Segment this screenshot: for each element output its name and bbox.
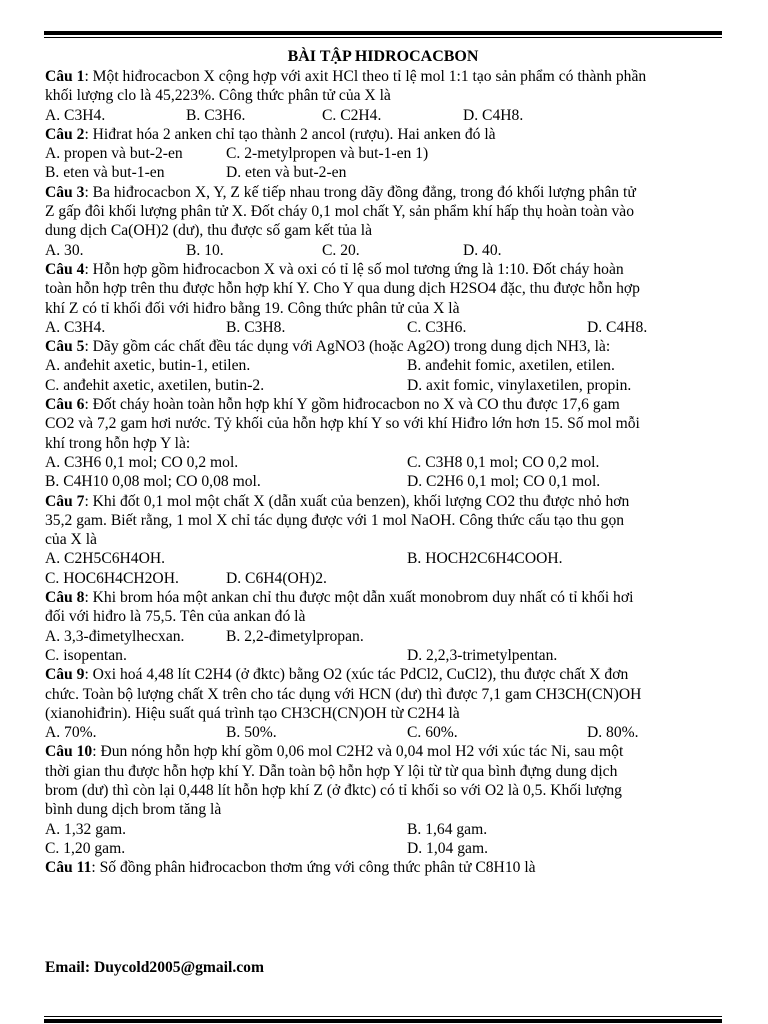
option-d: D. axit fomic, vinylaxetilen, propin. [407, 376, 632, 394]
option-a: A. C2H5C6H4OH. [45, 550, 165, 568]
option-b: B. C3H6. [186, 106, 246, 124]
question-7-options-row-2 [45, 569, 725, 588]
question-label: Câu 1 [45, 68, 85, 85]
option-b: B. eten và but-1-en [45, 164, 165, 182]
question-3-line-3: dung dịch Ca(OH)2 (dư), thu được số gam kết tủa là [45, 222, 372, 240]
option-a: A. 3,3-đimetylhecxan. [45, 627, 185, 645]
question-9-options [45, 723, 725, 742]
question-5-line-1: Câu 5: Dãy gồm các chất đều tác dụng với AgNO3 (hoặc Ag2O) trong dung dịch NH3, là: [45, 338, 611, 356]
question-7-line-3: của X là [45, 531, 97, 549]
question-8-line-1: Câu 8: Khi brom hóa một ankan chỉ thu được một dẫn xuất monobrom duy nhất có tỉ khối hơi [45, 589, 634, 607]
question-6-options-row-2 [45, 472, 725, 491]
option-d: D. 80%. [587, 724, 639, 742]
option-d: D. C6H4(OH)2. [226, 569, 327, 587]
question-1-line-2: khối lượng clo là 45,223%. Công thức phân tử của X là [45, 87, 391, 105]
question-2-options-row-2 [45, 163, 725, 182]
option-a: A. 30. [45, 241, 84, 259]
option-d: D. C2H6 0,1 mol; CO 0,1 mol. [407, 473, 601, 491]
option-a: A. C3H4. [45, 106, 106, 124]
question-4-line-1: Câu 4: Hỗn hợp gồm hiđrocacbon X và oxi có tỉ lệ số mol tương ứng là 1:10. Đốt cháy hoàn [45, 260, 624, 278]
author-email: Email: Duycold2005@gmail.com [45, 959, 264, 976]
option-b: B. C4H10 0,08 mol; CO 0,08 mol. [45, 473, 261, 491]
question-2-line-1: Câu 2: Hiđrat hóa 2 anken chỉ tạo thành 2 ancol (rượu). Hai anken đó là [45, 125, 496, 143]
question-6-line-1: Câu 6: Đốt cháy hoàn toàn hỗn hợp khí Y gồm hiđrocacbon no X và CO thu được 17,6 gam [45, 396, 620, 414]
option-a: A. C3H6 0,1 mol; CO 0,2 mol. [45, 453, 239, 471]
question-10-options-row-1 [45, 820, 725, 839]
question-7-options-row-1 [45, 549, 725, 568]
option-b: B. 2,2-đimetylpropan. [226, 627, 364, 645]
option-a: A. 1,32 gam. [45, 820, 126, 838]
option-d: D. 40. [463, 241, 502, 259]
question-6-options-row-1 [45, 453, 725, 472]
option-b: B. 10. [186, 241, 224, 259]
option-a: A. propen và but-2-en [45, 145, 183, 163]
option-d: D. C4H8. [463, 106, 524, 124]
option-c: C. anđehit axetic, axetilen, butin-2. [45, 376, 265, 394]
option-a: A. C3H4. [45, 318, 106, 336]
question-4-line-2: toàn hỗn hợp trên thu được hỗn hợp khí Y. Cho Y qua dung dịch H2SO4 đặc, thu được hỗn hợp [45, 280, 640, 298]
option-b: B. 50%. [226, 724, 277, 742]
question-6-line-3: khí trong hỗn hợp Y là: [45, 434, 191, 452]
option-c: C. C3H6. [407, 318, 467, 336]
option-d: D. C4H8. [587, 318, 648, 336]
option-c: C. 60%. [407, 724, 458, 742]
option-a: A. 70%. [45, 724, 97, 742]
top-double-rule [44, 31, 722, 38]
bottom-double-rule [44, 1016, 722, 1023]
question-8-line-2: đối với hiđro là 75,5. Tên của ankan đó là [45, 608, 306, 626]
question-1-options [45, 106, 725, 125]
option-a: A. anđehit axetic, butin-1, etilen. [45, 357, 251, 375]
option-c: C. 2-metylpropen và but-1-en 1) [226, 145, 429, 163]
question-11-line-1: Câu 11: Số đồng phân hiđrocacbon thơm ứng với công thức phân tử C8H10 là [45, 859, 536, 877]
question-8-options-row-2 [45, 646, 725, 665]
question-9-line-1: Câu 9: Oxi hoá 4,48 lít C2H4 (ở đktc) bằng O2 (xúc tác PdCl2, CuCl2), thu được chất X đơn [45, 666, 629, 684]
question-10-line-1: Câu 10: Đun nóng hỗn hợp khí gồm 0,06 mol C2H2 và 0,04 mol H2 với xúc tác Ni, sau một [45, 743, 624, 761]
option-b: B. C3H8. [226, 318, 286, 336]
question-2-options-row-1 [45, 144, 725, 163]
option-b: B. HOCH2C6H4COOH. [407, 550, 563, 568]
question-3-line-2: Z gấp đôi khối lượng phân tử X. Đốt cháy 0,1 mol chất Y, sản phẩm khí hấp thụ hoàn toàn vào [45, 203, 635, 221]
option-d: D. 2,2,3-trimetylpentan. [407, 646, 558, 664]
question-10-line-2: thời gian thu được hỗn hợp khí Y. Dẫn toàn bộ hỗn hợp Y lội từ từ qua bình đựng dung dịch [45, 762, 618, 780]
page-title: BÀI TẬP HIDROCACBON [287, 48, 479, 65]
option-d: D. 1,04 gam. [407, 839, 488, 857]
option-c: C. C2H4. [322, 106, 382, 124]
question-5-options-row-2 [45, 376, 725, 395]
question-7-line-1: Câu 7: Khi đốt 0,1 mol một chất X (dẫn xuất của benzen), khối lượng CO2 thu được nhỏ hơn [45, 492, 630, 510]
option-c: C. isopentan. [45, 646, 127, 664]
option-c: C. 20. [322, 241, 360, 259]
question-3-options [45, 241, 725, 260]
option-b: B. 1,64 gam. [407, 820, 488, 838]
question-4-options [45, 318, 725, 337]
question-list [45, 67, 725, 877]
question-10-line-4: bình dung dịch brom tăng là [45, 801, 222, 819]
question-5-options-row-1 [45, 356, 725, 375]
question-4-line-3: khí Z có tỉ khối đối với hiđro bằng 19. Công thức phân tử của X là [45, 299, 460, 317]
question-3-line-1: Câu 3: Ba hiđrocacbon X, Y, Z kế tiếp nhau trong dãy đồng đẳng, trong đó khối lượng phân tử [45, 183, 636, 201]
question-10-line-3: brom (dư) thì còn lại 0,448 lít hỗn hợp khí Z (ở đktc) có tỉ khối so với O2 là 0,5. Khối lượng [45, 781, 622, 799]
option-d: D. eten và but-2-en [226, 164, 347, 182]
question-1-line-1: Câu 1: Một hiđrocacbon X cộng hợp với axit HCl theo tỉ lệ mol 1:1 tạo sản phẩm có thành phần [45, 68, 647, 85]
option-c: C. HOC6H4CH2OH. [45, 569, 179, 587]
question-10-options-row-2 [45, 839, 725, 858]
option-c: C. 1,20 gam. [45, 839, 126, 857]
option-c: C. C3H8 0,1 mol; CO 0,2 mol. [407, 453, 600, 471]
question-8-options-row-1 [45, 627, 725, 646]
option-b: B. anđehit fomic, axetilen, etilen. [407, 357, 615, 375]
question-7-line-2: 35,2 gam. Biết rằng, 1 mol X chỉ tác dụng được với 1 mol NaOH. Công thức cấu tạo thu gọn [45, 511, 625, 529]
question-9-line-2: chức. Toàn bộ lượng chất X trên cho tác dụng với HCN (dư) thì được 7,1 gam CH3CH(CN)OH [45, 685, 642, 703]
question-6-line-2: CO2 và 7,2 gam hơi nước. Tỷ khối của hỗn hợp khí Y so với khí Hiđro lớn hơn 15. Số mol mỗi [45, 415, 640, 433]
question-9-line-3: (xianohiđrin). Hiệu suất quá trình tạo CH3CH(CN)OH từ C2H4 là [45, 704, 460, 722]
